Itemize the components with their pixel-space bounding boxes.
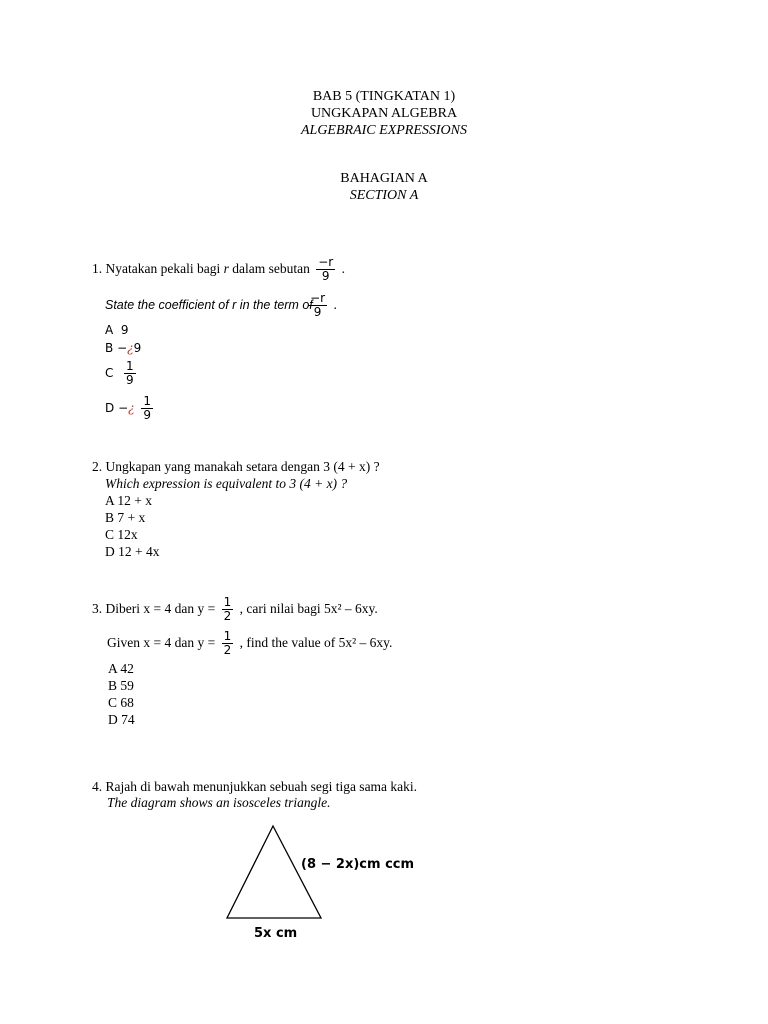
option-label: C [105, 366, 114, 380]
question-1-fraction [316, 256, 335, 283]
fraction-numerator: 1 [126, 359, 134, 373]
option-1c [105, 358, 139, 388]
fraction-numerator: −r [310, 291, 326, 306]
question-4-ms: 4. Rajah di bawah menunjukkan sebuah segi tiga sama kaki. [92, 779, 418, 794]
option-3a: A 42 [108, 661, 134, 676]
option-value: 9 [133, 341, 142, 355]
option-1b [105, 340, 141, 356]
question-1-var: r [223, 261, 229, 276]
question-3-fraction [222, 596, 234, 623]
question-1-number: 1. [92, 261, 103, 276]
fraction-denominator: 2 [223, 609, 232, 624]
question-1-en-end: . [333, 297, 337, 312]
fraction-numerator: 1 [223, 629, 232, 644]
minus-sign: − [117, 341, 128, 355]
chapter-title: BAB 5 (TINGKATAN 1) [312, 89, 456, 104]
question-3-ms-pre: 3. Diberi x = 4 dan y = [92, 601, 216, 616]
question-3-ms [92, 594, 378, 624]
question-2-en: Which expression is equivalent to 3 (4 + x) ? [105, 476, 348, 491]
option-label: D [105, 401, 115, 415]
option-value: 9 [120, 323, 129, 337]
fraction-denominator: 9 [316, 269, 335, 283]
option-label: B [105, 341, 114, 355]
triangle-side-label: (8 − 2x)cm ccm [301, 857, 415, 872]
question-2-ms: 2. Ungkapan yang manakah setara dengan 3 (4 + x) ? [92, 459, 380, 474]
option-2a: A 12 + x [105, 493, 152, 508]
option-2c: C 12x [105, 527, 138, 542]
fraction-numerator: −r [318, 255, 334, 270]
question-3-en-fraction [222, 630, 234, 657]
option-3b: B 59 [108, 678, 134, 693]
option-3d: D 74 [108, 712, 135, 727]
question-1-en-fraction [308, 292, 327, 319]
option-2d: D 12 + 4x [105, 544, 160, 559]
section-title-en: SECTION A [349, 188, 419, 203]
option-1a [105, 322, 129, 338]
option-2b: B 7 + x [105, 510, 146, 525]
option-fraction [141, 395, 153, 422]
question-3-en-post: , find the value of 5x² – 6xy. [239, 635, 393, 650]
option-3c: C 68 [108, 695, 134, 710]
fraction-denominator: 9 [143, 408, 152, 422]
section-title-ms: BAHAGIAN A [340, 171, 428, 186]
glyph-artifact: ¿ [127, 341, 134, 355]
question-3-en [107, 628, 392, 658]
fraction-numerator: 1 [223, 595, 232, 610]
option-label: A [105, 323, 114, 337]
question-1-end: . [341, 261, 345, 276]
topic-title-en: ALGEBRAIC EXPRESSIONS [300, 123, 468, 138]
question-1-ms-pre: Nyatakan pekali bagi [105, 261, 221, 276]
fraction-denominator: 2 [223, 643, 232, 658]
question-1-en-text: State the coefficient of r in the term of [105, 298, 313, 312]
option-fraction [124, 360, 136, 387]
fraction-numerator: 1 [143, 394, 152, 408]
question-3-ms-post: , cari nilai bagi 5x² – 6xy. [239, 601, 378, 616]
fraction-denominator: 9 [308, 305, 327, 319]
question-1-ms [92, 254, 345, 284]
question-1-en [105, 290, 337, 320]
triangle-base-label: 5x cm [254, 926, 298, 941]
question-4-en: The diagram shows an isosceles triangle. [107, 795, 331, 810]
minus-sign: − [118, 401, 129, 415]
topic-title-ms: UNGKAPAN ALGEBRA [310, 106, 458, 121]
option-1d [105, 393, 156, 423]
question-1-ms-mid: dalam sebutan [232, 261, 310, 276]
fraction-denominator: 9 [126, 373, 134, 387]
question-3-en-pre: Given x = 4 dan y = [107, 635, 216, 650]
glyph-artifact: ¿ [128, 401, 135, 415]
